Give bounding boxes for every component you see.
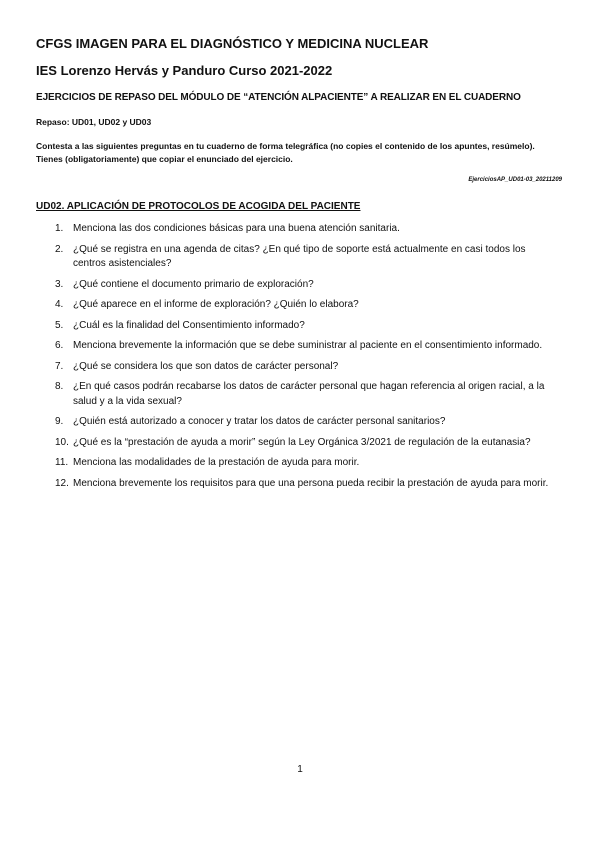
question-text: Menciona brevemente la información que se debe suministrar al paciente en el consentimiento informado. bbox=[73, 340, 543, 351]
list-item bbox=[55, 298, 555, 313]
question-text: ¿Qué es la “prestación de ayuda a morir” según la Ley Orgánica 3/2021 de regulación de la eutanasia? bbox=[73, 436, 531, 448]
question-number: 8. bbox=[55, 381, 64, 392]
exercise-subtitle: EJERCICIOS DE REPASO DEL MÓDULO DE “ATENCIÓN ALPACIENTE” A REALIZAR EN EL CUADERNO bbox=[36, 92, 521, 103]
question-number: 10. bbox=[55, 436, 69, 448]
list-item bbox=[55, 278, 555, 293]
question-number: 5. bbox=[55, 319, 64, 331]
question-number: 7. bbox=[55, 360, 64, 372]
document-reference: EjerciciosAP_UD01-03_20211209 bbox=[468, 177, 562, 183]
document-title: CFGS IMAGEN PARA EL DIAGNÓSTICO Y MEDICINA NUCLEAR bbox=[36, 36, 429, 51]
question-text: ¿En qué casos podrán recabarse los datos de carácter personal que hagan referencia al origen racial, a la salud y a la vida sexual? bbox=[73, 381, 545, 407]
question-text: ¿Qué contiene el documento primario de exploración? bbox=[73, 278, 314, 290]
question-text: ¿Qué se considera los que son datos de carácter personal? bbox=[73, 360, 339, 372]
list-item bbox=[55, 415, 555, 430]
question-text: Menciona brevemente los requisitos para que una persona pueda recibir la prestación de ayuda para morir. bbox=[73, 477, 549, 489]
question-number: 11. bbox=[55, 457, 69, 468]
question-number: 9. bbox=[55, 416, 64, 427]
list-item bbox=[55, 380, 555, 409]
question-number: 12. bbox=[55, 477, 69, 489]
question-text: ¿Qué se registra en una agenda de citas? ¿En qué tipo de soporte está actualmente en casi todos los centros asistenciales? bbox=[73, 243, 526, 269]
school-course-line: IES Lorenzo Hervás y Panduro Curso 2021-2022 bbox=[36, 63, 333, 78]
list-item bbox=[55, 243, 555, 272]
question-number: 6. bbox=[55, 340, 64, 351]
page-number: 1 bbox=[297, 764, 303, 775]
question-number: 3. bbox=[55, 278, 64, 290]
list-item bbox=[55, 339, 555, 354]
question-list bbox=[55, 222, 555, 497]
question-number: 4. bbox=[55, 299, 64, 310]
question-number: 1. bbox=[55, 223, 64, 234]
list-item bbox=[55, 477, 555, 492]
review-units: Repaso: UD01, UD02 y UD03 bbox=[36, 117, 152, 127]
question-number: 2. bbox=[55, 243, 64, 255]
list-item bbox=[55, 436, 555, 451]
question-text: Menciona las modalidades de la prestación de ayuda para morir. bbox=[73, 457, 360, 468]
list-item bbox=[55, 222, 555, 237]
list-item bbox=[55, 456, 555, 471]
list-item bbox=[55, 319, 555, 334]
list-item bbox=[55, 360, 555, 375]
question-text: ¿Quién está autorizado a conocer y tratar los datos de carácter personal sanitarios? bbox=[73, 416, 446, 427]
question-text: ¿Cuál es la finalidad del Consentimiento informado? bbox=[73, 319, 305, 331]
instructions-paragraph: Contesta a las siguientes preguntas en tu cuaderno de forma telegráfica (no copies el contenido de los apuntes, resúmelo). Tienes (obligatoriamente) que copiar el enunciado del ejercicio. bbox=[36, 141, 535, 164]
question-text: Menciona las dos condiciones básicas para una buena atención sanitaria. bbox=[73, 223, 400, 234]
question-text: ¿Qué aparece en el informe de exploración? ¿Quién lo elabora? bbox=[73, 299, 359, 310]
section-heading: UD02. APLICACIÓN DE PROTOCOLOS DE ACOGIDA DEL PACIENTE bbox=[36, 201, 361, 212]
